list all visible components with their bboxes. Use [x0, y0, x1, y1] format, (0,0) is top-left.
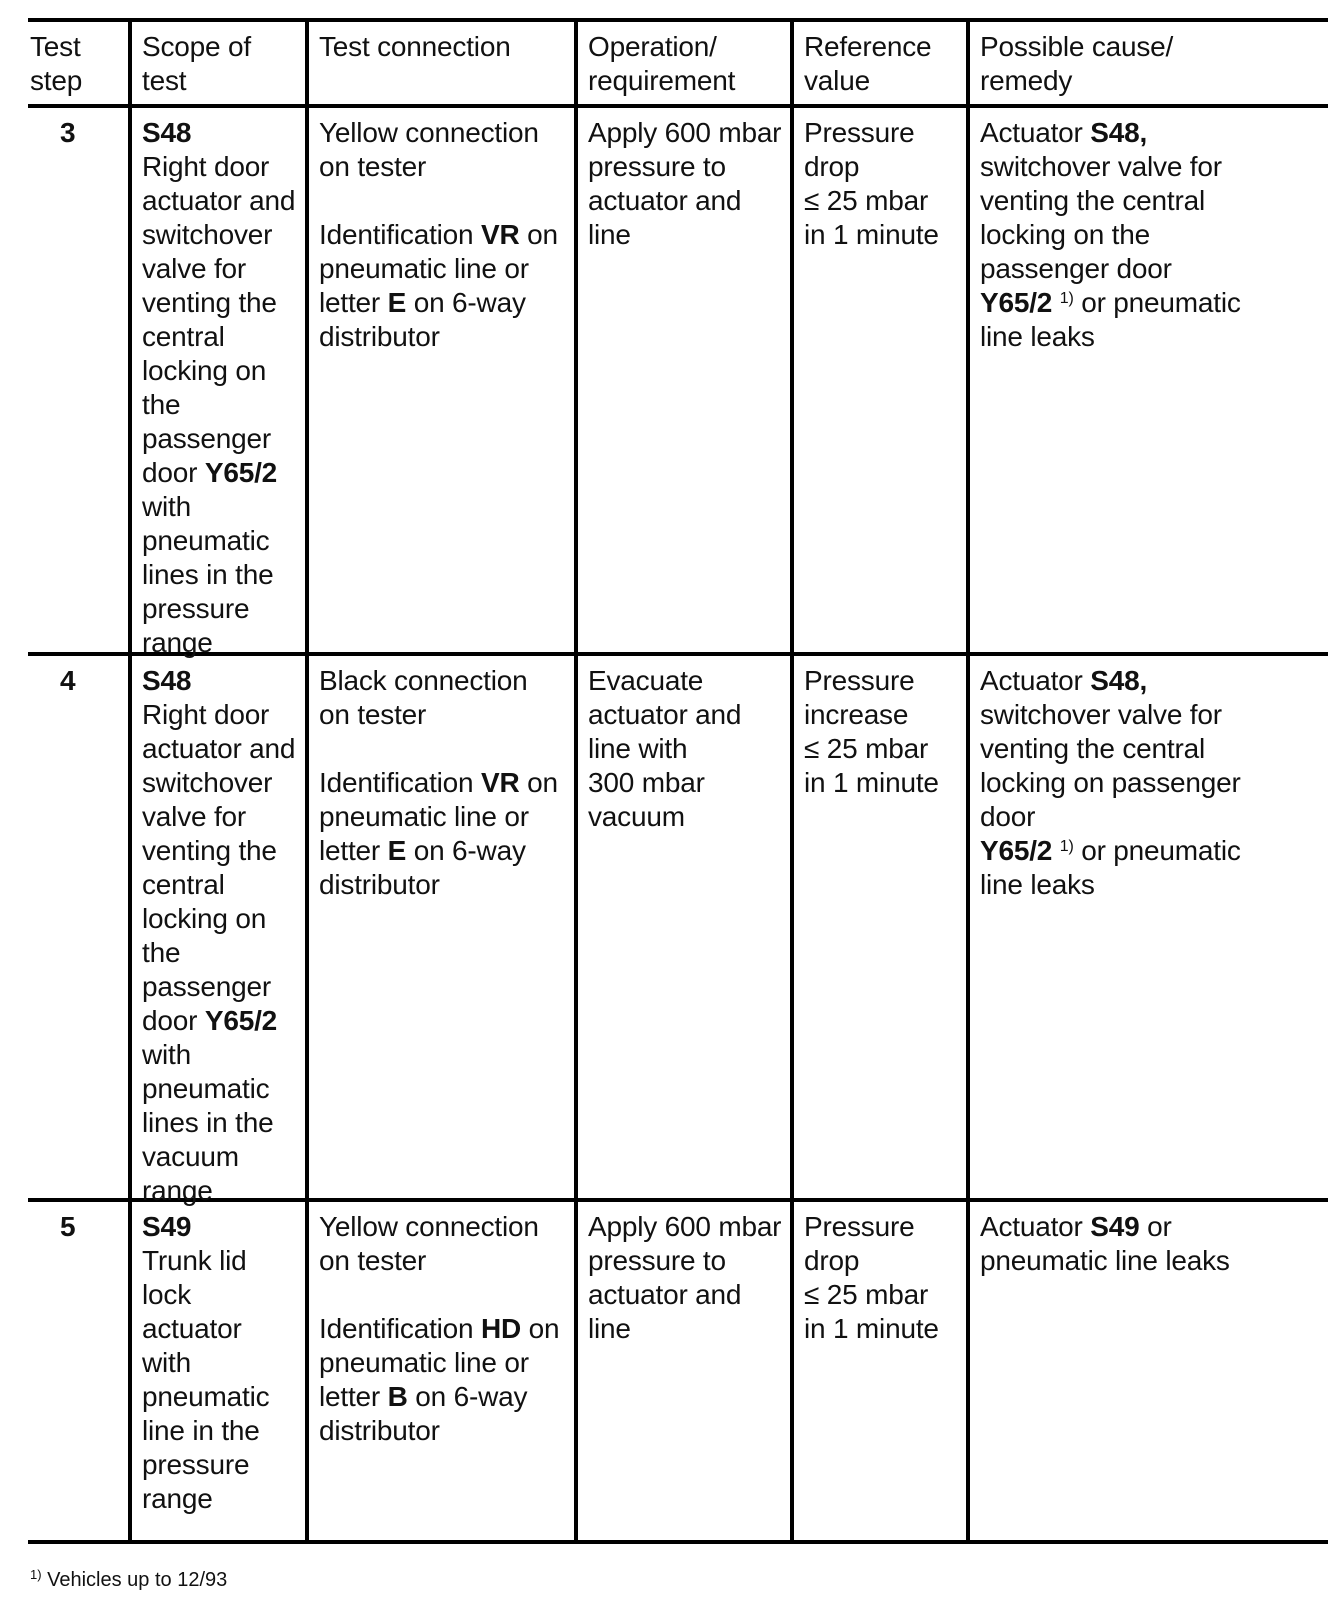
row-4-scope-line: vacuum [142, 1141, 239, 1172]
header-reference [804, 30, 931, 98]
row-3-cause-line: switchover valve for [980, 151, 1222, 182]
row-3-conn-letter [319, 286, 558, 320]
row-4-reference [804, 664, 939, 800]
row-3-cause-line: passenger door [980, 253, 1172, 284]
header-scope-line-2: test [142, 65, 187, 96]
row-5-connection [319, 1210, 559, 1448]
row-3-scope-line: pressure [142, 593, 250, 624]
row-4-conn-ident-text: Identification [319, 767, 474, 798]
row-5-conn-ident-code: HD [481, 1313, 522, 1344]
row-5-cause-suffix: or [1147, 1211, 1172, 1242]
row-4-ref-line: ≤ 25 mbar [804, 733, 929, 764]
row-3-scope-line: passenger [142, 423, 271, 454]
header-scope [142, 30, 251, 98]
row-4-scope-code: S48 [142, 665, 192, 696]
row-3-scope-line: pneumatic [142, 525, 270, 556]
row-4-op-line: 300 mbar [588, 767, 705, 798]
header-test-step [30, 30, 82, 98]
header-test-connection-line-1: Test connection [319, 31, 511, 62]
footnote-marker: 1) [30, 1567, 42, 1582]
row-5-conn-line: on tester [319, 1245, 427, 1276]
row-3-conn-ident-text: Identification [319, 219, 474, 250]
row-3-step [60, 116, 75, 150]
row-3-ref-line: Pressure [804, 117, 915, 148]
row-4-conn-line: distributor [319, 869, 440, 900]
row-4-footnote-ref: 1) [1059, 838, 1074, 855]
table-top-rule [28, 18, 1328, 22]
header-cause [980, 30, 1173, 98]
row-5-ref-line: in 1 minute [804, 1313, 939, 1344]
col-divider-2 [305, 18, 309, 1544]
row-4-cause-line: venting the central [980, 733, 1206, 764]
row-3-conn-letter-text: letter [319, 287, 381, 318]
row-4-cause-code-line [980, 834, 1241, 868]
row-3-scope-door-code: Y65/2 [204, 457, 278, 488]
row-4-scope-line: pneumatic [142, 1073, 270, 1104]
header-test-connection [319, 30, 511, 64]
row-5-op-line: actuator and [588, 1279, 742, 1310]
row-4-step [60, 664, 75, 698]
row-5-scope-line: lock [142, 1279, 191, 1310]
row-3-conn-letter-code: E [387, 287, 407, 318]
row-3-scope-line: valve for [142, 253, 247, 284]
row-5-scope-code: S49 [142, 1211, 192, 1242]
row-5-cause-prefix: Actuator [980, 1211, 1083, 1242]
row-4-scope-line: central [142, 869, 225, 900]
row-3-scope-door-line [142, 456, 295, 490]
header-operation [588, 30, 735, 98]
row-3-scope [142, 116, 295, 660]
row-5-conn-letter-code: B [387, 1381, 408, 1412]
row-4-conn-letter-code: E [387, 835, 407, 866]
row-3-scope-line: central [142, 321, 225, 352]
row-3-cause-code2: Y65/2 [980, 287, 1053, 318]
row-4-conn-ident-suffix: on [527, 767, 558, 798]
row-3-cause-line: line leaks [980, 321, 1095, 352]
row-4-cause-line: switchover valve for [980, 699, 1222, 730]
row-4-scope-line: switchover [142, 767, 273, 798]
row-4-scope-line: the [142, 937, 181, 968]
row-3-operation [588, 116, 781, 252]
row-5-conn-line: pneumatic line or [319, 1347, 529, 1378]
row-4-conn-letter-suffix: on 6-way [413, 835, 526, 866]
row-4-cause-line: locking on passenger [980, 767, 1241, 798]
row-3-connection [319, 116, 558, 354]
row-5-scope-line: Trunk lid [142, 1245, 247, 1276]
row-4-cause-first [980, 664, 1241, 698]
row-5-conn-line: distributor [319, 1415, 440, 1446]
footnote-text: Vehicles up to 12/93 [47, 1569, 228, 1591]
row-5-scope-line: pressure [142, 1449, 250, 1480]
col-divider-3 [574, 18, 578, 1544]
row-4-ref-line: in 1 minute [804, 767, 939, 798]
row-3-cause-prefix: Actuator [980, 117, 1083, 148]
footnote [30, 1568, 227, 1592]
row-5-step [60, 1210, 75, 1244]
row-5-scope-line: with [142, 1347, 191, 1378]
header-operation-line-1: Operation/ [588, 31, 717, 62]
row-5-scope-line: range [142, 1483, 213, 1514]
row-4-scope-line: range [142, 1175, 213, 1206]
header-test-step-line-2: step [30, 65, 83, 96]
row-5-conn-letter [319, 1380, 559, 1414]
header-cause-line-2: remedy [980, 65, 1073, 96]
row-4-scope-line: lines in the [142, 1107, 274, 1138]
row-3-footnote-ref: 1) [1059, 290, 1074, 307]
row-4-connection [319, 664, 558, 902]
row-4-cause-line: door [980, 801, 1036, 832]
header-reference-line-2: value [804, 65, 870, 96]
row-5-conn-ident [319, 1312, 559, 1346]
row-3-conn-line: Yellow connection [319, 117, 539, 148]
row-5-conn-line: Yellow connection [319, 1211, 539, 1242]
row-5-op-line: line [588, 1313, 631, 1344]
row-4-operation [588, 664, 741, 834]
row-4-cause-code2: Y65/2 [980, 835, 1053, 866]
row-5-scope-line: pneumatic [142, 1381, 270, 1412]
row-3-conn-gap [319, 184, 558, 218]
table-bottom-rule [28, 1540, 1328, 1544]
row-4-scope-line: locking on [142, 903, 267, 934]
row-4-conn-line: pneumatic line or [319, 801, 529, 832]
row-4-conn-line: on tester [319, 699, 427, 730]
row-3-cause-first [980, 116, 1241, 150]
row-4-cause-line: line leaks [980, 869, 1095, 900]
row-3-cause-code: S48, [1090, 117, 1148, 148]
row-5-cause-line: pneumatic line leaks [980, 1245, 1230, 1276]
row-3-conn-ident-code: VR [481, 219, 520, 250]
row-5-conn-ident-suffix: on [528, 1313, 560, 1344]
row-4-scope-line: valve for [142, 801, 247, 832]
row-5-scope-line: line in the [142, 1415, 260, 1446]
row-3-cause [980, 116, 1241, 354]
row-4-step-value: 4 [60, 665, 76, 696]
row-3-ref-line: in 1 minute [804, 219, 939, 250]
row-3-op-line: line [588, 219, 631, 250]
row-3-scope-line: with [142, 491, 191, 522]
row-3-ref-line: drop [804, 151, 860, 182]
row-4-cause-prefix: Actuator [980, 665, 1083, 696]
row-4-cause-code: S48, [1090, 665, 1148, 696]
header-operation-line-2: requirement [588, 65, 736, 96]
row-3-scope-line: venting the [142, 287, 277, 318]
row-4-op-line: line with [588, 733, 688, 764]
row-3-scope-line: actuator and [142, 185, 296, 216]
row-5-cause-first [980, 1210, 1230, 1244]
header-cause-line-1: Possible cause/ [980, 31, 1174, 62]
row-4-conn-gap [319, 732, 558, 766]
row-3-conn-ident-suffix: on [527, 219, 558, 250]
row-3-conn-line: on tester [319, 151, 427, 182]
row-3-op-line: actuator and [588, 185, 742, 216]
row-5-step-value: 5 [60, 1211, 76, 1242]
row-4-conn-ident-code: VR [481, 767, 520, 798]
row-3-scope-line: lines in the [142, 559, 274, 590]
row-4-conn-letter-text: letter [319, 835, 381, 866]
row-3-conn-letter-suffix: on 6-way [413, 287, 526, 318]
row-4-scope-line: with [142, 1039, 191, 1070]
row-3-scope-line: locking on [142, 355, 267, 386]
row-3-scope-line: the [142, 389, 181, 420]
row-4-scope-door-text: door [142, 1005, 198, 1036]
row-3-step-value: 3 [60, 117, 76, 148]
row-3-reference [804, 116, 939, 252]
row-5-op-line: Apply 600 mbar [588, 1211, 782, 1242]
row-5-conn-gap [319, 1278, 559, 1312]
row-3-cause-line: venting the central [980, 185, 1206, 216]
row-3-op-line: pressure to [588, 151, 726, 182]
row-5-ref-line: Pressure [804, 1211, 915, 1242]
row-4-conn-ident [319, 766, 558, 800]
row-4-scope-line: actuator and [142, 733, 296, 764]
col-divider-4 [790, 18, 794, 1544]
row-5-reference [804, 1210, 939, 1346]
header-test-step-line-1: Test [30, 31, 81, 62]
row-4-scope [142, 664, 295, 1208]
row-5-ref-line: drop [804, 1245, 860, 1276]
row-4-op-line: actuator and [588, 699, 742, 730]
row-3-scope-line: range [142, 627, 213, 658]
row-3-scope-code: S48 [142, 117, 192, 148]
row-5-operation [588, 1210, 781, 1346]
row-4-conn-letter [319, 834, 558, 868]
row-3-conn-line: distributor [319, 321, 440, 352]
header-scope-line-1: Scope of [142, 31, 251, 62]
row-3-scope-line: Right door [142, 151, 270, 182]
row-5-conn-letter-suffix: on 6-way [415, 1381, 528, 1412]
row-4-ref-line: increase [804, 699, 909, 730]
row-4-op-line: Evacuate [588, 665, 704, 696]
row-5-scope-line: actuator [142, 1313, 242, 1344]
col-divider-1 [128, 18, 132, 1544]
row-3-conn-ident [319, 218, 558, 252]
row-4-op-line: vacuum [588, 801, 685, 832]
row-4-cause-tail: or pneumatic [1081, 835, 1241, 866]
header-reference-line-1: Reference [804, 31, 932, 62]
row-3-cause-tail: or pneumatic [1081, 287, 1241, 318]
row-4-scope-line: Right door [142, 699, 270, 730]
col-divider-5 [966, 18, 970, 1544]
row-5-op-line: pressure to [588, 1245, 726, 1276]
row-3-cause-code-line [980, 286, 1241, 320]
row-4-scope-line: passenger [142, 971, 271, 1002]
row-3-ref-line: ≤ 25 mbar [804, 185, 929, 216]
row-4-scope-line: venting the [142, 835, 277, 866]
row-5-cause [980, 1210, 1230, 1278]
row-4-conn-line: Black connection [319, 665, 528, 696]
row-5-conn-ident-text: Identification [319, 1313, 474, 1344]
row-5-conn-letter-text: letter [319, 1381, 381, 1412]
row-5-cause-code: S49 [1090, 1211, 1140, 1242]
row-3-cause-line: locking on the [980, 219, 1150, 250]
row-3-conn-line: pneumatic line or [319, 253, 529, 284]
row-5-ref-line: ≤ 25 mbar [804, 1279, 929, 1310]
row-4-scope-door-code: Y65/2 [204, 1005, 278, 1036]
header-bottom-rule [28, 104, 1328, 108]
row-3-op-line: Apply 600 mbar [588, 117, 782, 148]
row-3-scope-door-text: door [142, 457, 198, 488]
row-3-scope-line: switchover [142, 219, 273, 250]
row-4-ref-line: Pressure [804, 665, 915, 696]
row-5-scope [142, 1210, 269, 1516]
row-4-scope-door-line [142, 1004, 295, 1038]
row-4-cause [980, 664, 1241, 902]
